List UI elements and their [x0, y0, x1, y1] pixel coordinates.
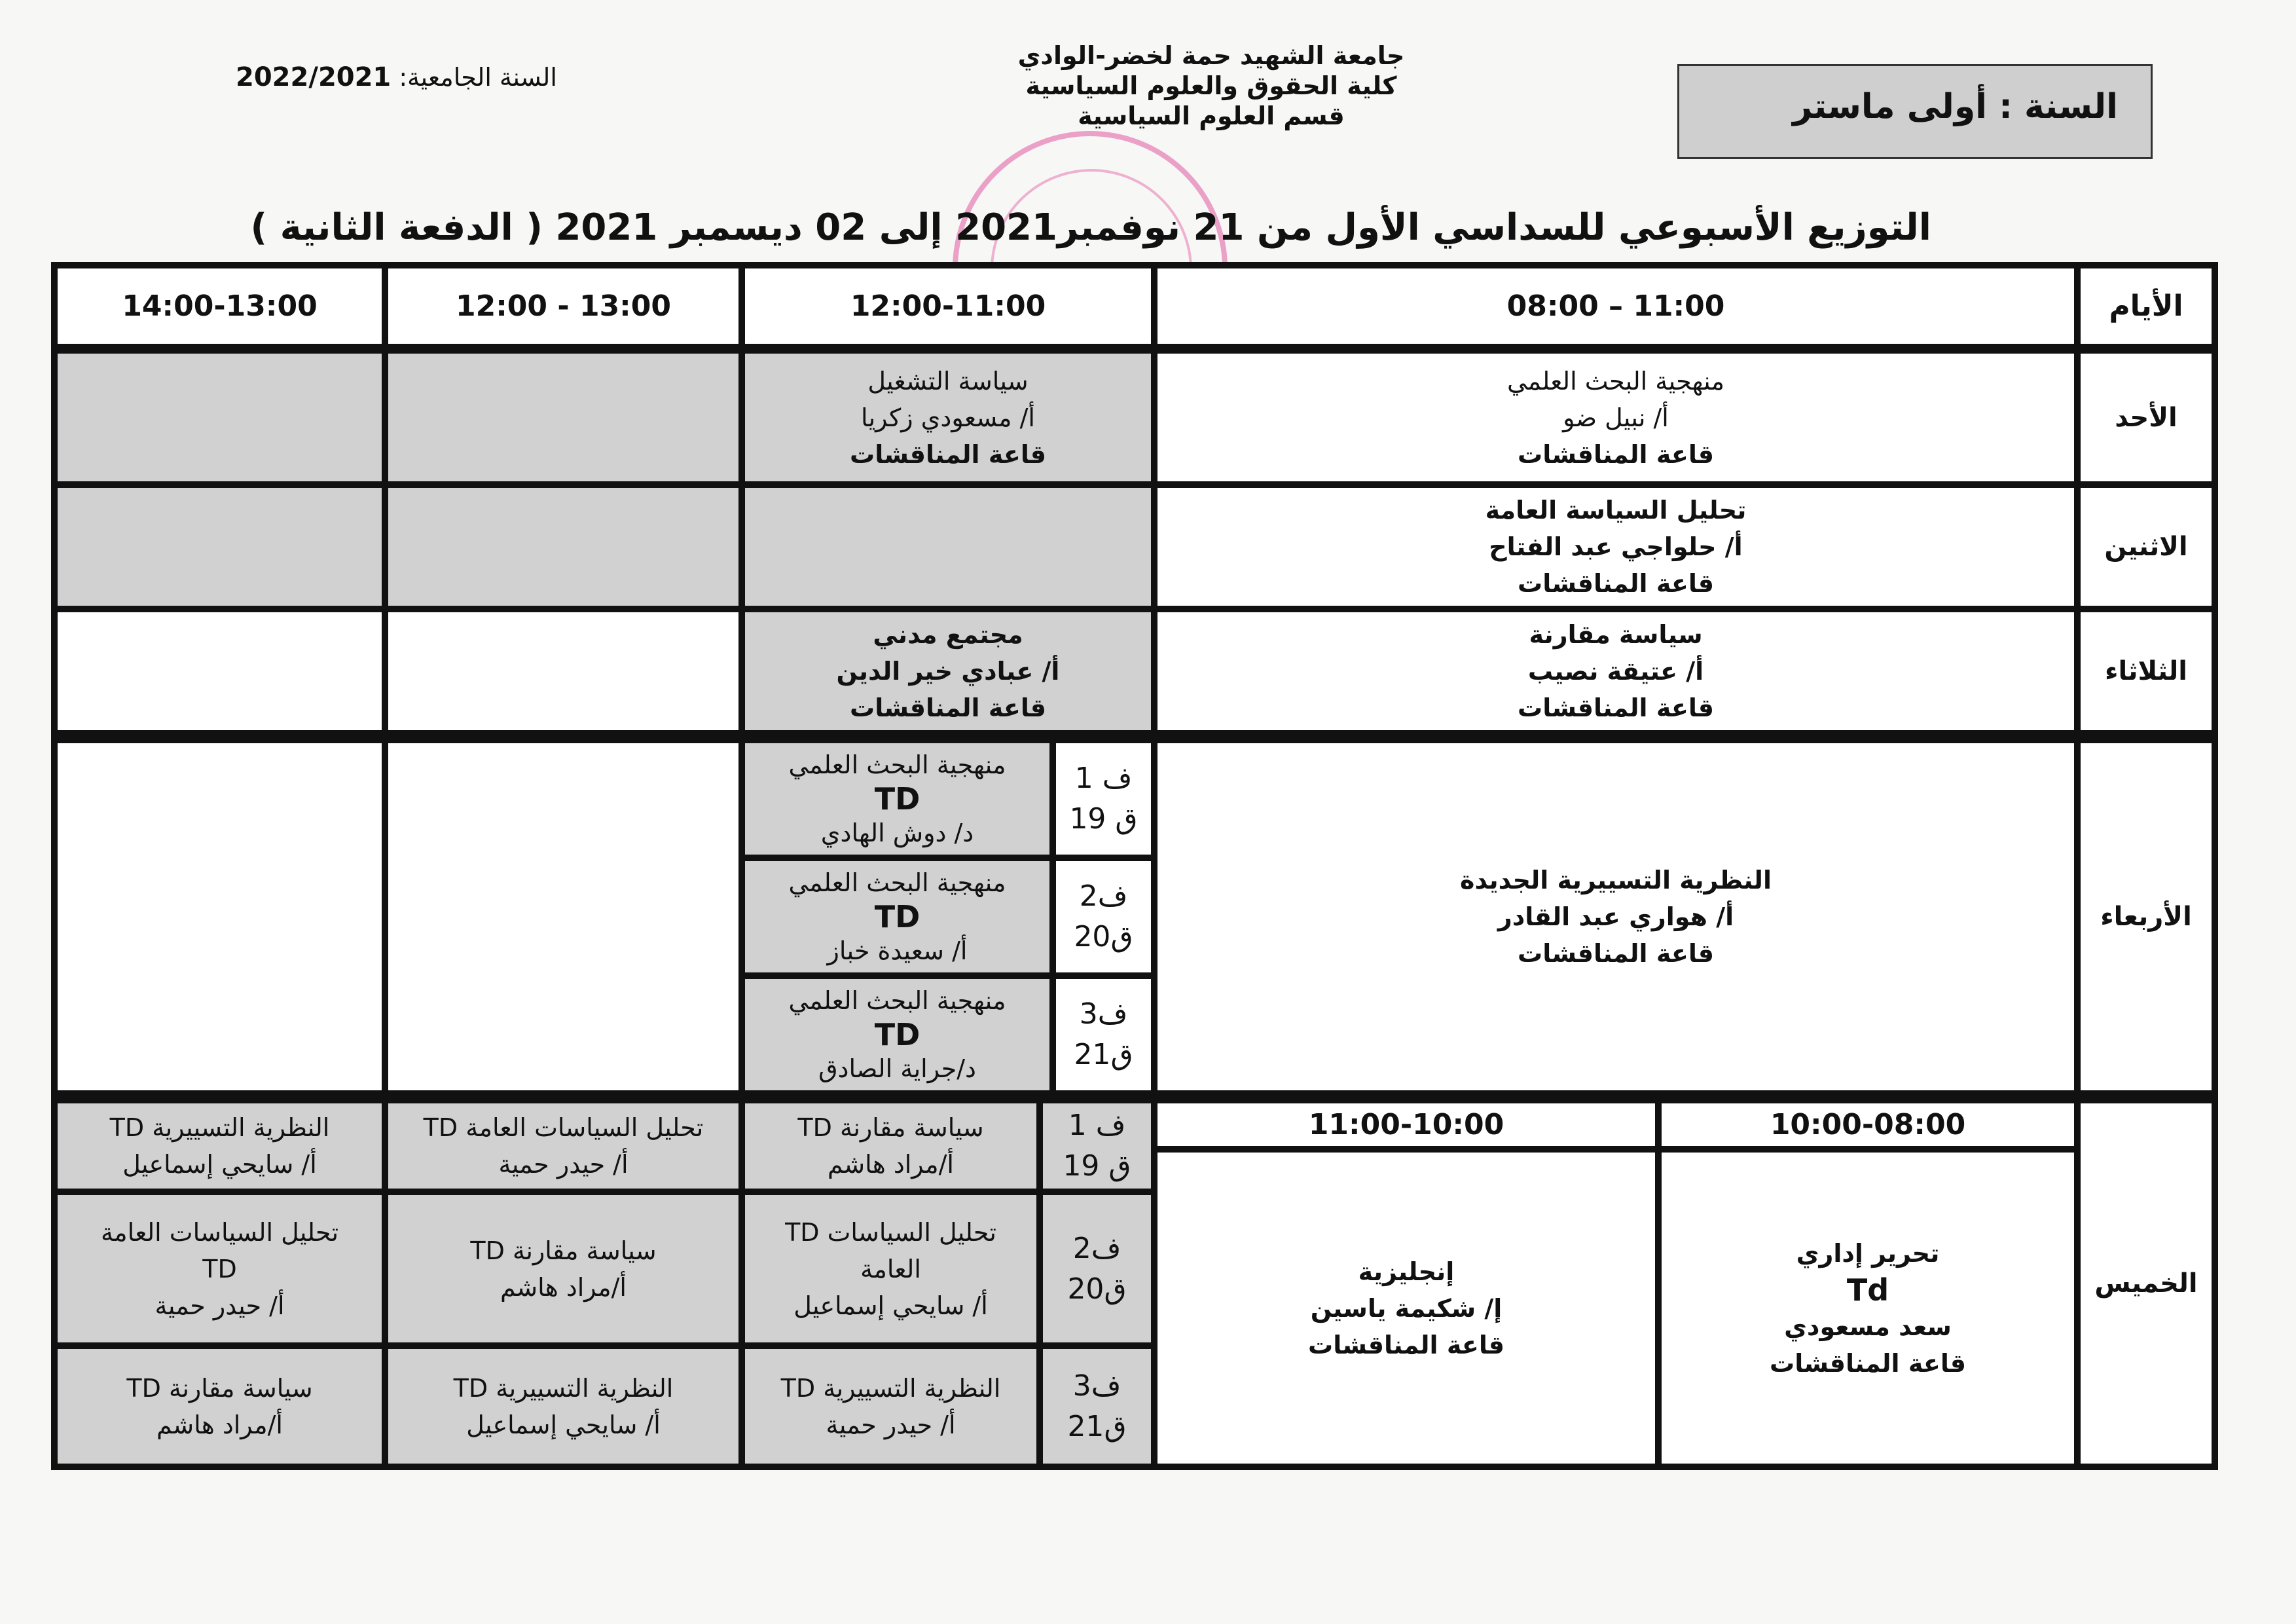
day-thursday: الخميس — [2081, 1103, 2212, 1464]
day-wednesday: الأربعاء — [2081, 743, 2212, 1090]
course-name: سياسة التشغيل — [867, 366, 1029, 396]
session-type: TD — [874, 899, 920, 934]
wednesday-group-3-label — [1056, 979, 1151, 1090]
academic-year-label: السنة الجامعية: — [399, 63, 557, 92]
thursday-group-3-slot-4 — [58, 1349, 382, 1464]
session-type: Td — [1846, 1272, 1889, 1308]
room-name: قاعة المناقشات — [1518, 939, 1714, 968]
monday-slot-3 — [388, 488, 738, 606]
room-name: قاعة المناقشات — [1770, 1348, 1966, 1378]
course-name: تحليل السياسة العامة — [1485, 496, 1747, 525]
thursday-group-2-slot-3 — [388, 1195, 738, 1342]
teacher-name: أ/ عبادي خير الدين — [836, 657, 1060, 686]
sunday-slot-1 — [1157, 354, 2074, 481]
teacher-name: أ/ سايحي إسماعيل — [122, 1150, 317, 1179]
teacher-name: أ/ مسعودي زكريا — [861, 403, 1035, 432]
sunday-slot-3 — [388, 354, 738, 481]
thursday-group-1-label — [1043, 1103, 1151, 1189]
room-number: ق21 — [1067, 1409, 1127, 1443]
header-slot-4: 14:00-13:00 — [58, 268, 382, 344]
room-name: قاعة المناقشات — [1518, 569, 1714, 598]
tuesday-slot-4 — [58, 612, 382, 730]
room-name: قاعة المناقشات — [1308, 1330, 1504, 1359]
tuesday-slot-1 — [1157, 612, 2074, 730]
thursday-group-3-slot-3 — [388, 1349, 738, 1464]
sunday-slot-4 — [58, 354, 382, 481]
wednesday-slot-1 — [1157, 743, 2074, 1090]
wednesday-group-3-slot-2 — [745, 979, 1049, 1090]
teacher-name: أ/ نبيل ضو — [1563, 403, 1669, 432]
header-days: الأيام — [2081, 268, 2212, 344]
room-number: ق20 — [1074, 920, 1133, 953]
university-header — [851, 41, 1571, 131]
wednesday-group-2-slot-2 — [745, 861, 1049, 972]
schedule-title: التوزيع الأسبوعي للسداسي الأول من 21 نوفمبر2021 إلى 02 ديسمبر 2021 ( الدفعة الثانية ) — [250, 206, 1931, 249]
course-name: النظرية التسييرية TD — [453, 1373, 674, 1403]
thursday-group-2-label — [1043, 1195, 1151, 1342]
course-name: منهجية البحث العلمي — [788, 868, 1006, 897]
teacher-name: أ/ حيدر حمية — [155, 1291, 285, 1320]
thursday-group-1-slot-3 — [388, 1103, 738, 1189]
thursday-group-3-slot-2 — [745, 1349, 1036, 1464]
sunday-slot-2 — [745, 354, 1151, 481]
day-monday: الاثنين — [2081, 488, 2212, 606]
course-name: تحليل السياسات العامة TD — [423, 1113, 704, 1142]
header-slot-1: 11:00 – 08:00 — [1157, 268, 2074, 344]
room-name: قاعة المناقشات — [1518, 693, 1714, 722]
teacher-name: أ/ حلواجي عبد الفتاح — [1489, 532, 1743, 561]
room-name: قاعة المناقشات — [1518, 439, 1714, 469]
thursday-subslot-1-time: 10:00-08:00 — [1662, 1103, 2074, 1146]
course-name: النظرية التسييرية الجديدة — [1460, 866, 1772, 895]
course-name: سياسة مقارنة TD — [126, 1373, 313, 1403]
faculty-name: كلية الحقوق والعلوم السياسية — [1025, 71, 1397, 100]
teacher-name: أ/ حيدر حمية — [826, 1410, 956, 1439]
header-slot-2: 12:00-11:00 — [745, 268, 1151, 344]
academic-year — [236, 62, 557, 92]
course-name: سياسة مقارنة TD — [470, 1236, 657, 1265]
tuesday-slot-3 — [388, 612, 738, 730]
thursday-subslot-2-time: 11:00-10:00 — [1157, 1103, 1655, 1146]
thursday-group-1-slot-4 — [58, 1103, 382, 1189]
group-name: ف 1 — [1074, 762, 1133, 795]
course-name: تحليل السياسات TD — [785, 1217, 996, 1247]
course-name: سياسة مقارنة — [1529, 620, 1703, 649]
course-name: منهجية البحث العلمي — [788, 750, 1006, 779]
monday-slot-4 — [58, 488, 382, 606]
course-name: النظرية التسييرية TD — [780, 1373, 1001, 1403]
wednesday-group-1-label — [1056, 743, 1151, 855]
room-name: قاعة المناقشات — [850, 693, 1046, 722]
group-name: ف 1 — [1068, 1109, 1126, 1142]
course-name-continued: العامة — [860, 1254, 921, 1283]
course-name: تحرير إداري — [1796, 1238, 1940, 1268]
level-box: السنة : أولى ماستر — [1677, 64, 2153, 159]
thursday-group-3-label — [1043, 1349, 1151, 1464]
teacher-name: أ/ هواري عبد القادر — [1497, 902, 1734, 931]
thursday-group-2-slot-2 — [745, 1195, 1036, 1342]
teacher-name: أ/ سعيدة خباز — [827, 936, 968, 965]
teacher-name: د/جراية الصادق — [818, 1054, 976, 1083]
teacher-name: د/ دوش الهادي — [820, 819, 974, 847]
session-type: TD — [874, 1017, 920, 1052]
wednesday-group-1-slot-2 — [745, 743, 1049, 855]
wednesday-group-2-label — [1056, 861, 1151, 972]
session-type: TD — [202, 1254, 237, 1283]
university-name: جامعة الشهيد حمة لخضر-الوادي — [1017, 41, 1405, 70]
teacher-name: سعد مسعودي — [1784, 1312, 1952, 1341]
teacher-name: إ/ شكيمة ياسين — [1310, 1293, 1503, 1323]
day-sunday: الأحد — [2081, 354, 2212, 481]
room-number: ق 19 — [1069, 802, 1138, 836]
teacher-name: أ/ سايحي إسماعيل — [793, 1291, 988, 1320]
teacher-name: أ/مراد هاشم — [156, 1410, 283, 1439]
course-name: منهجية البحث العلمي — [1507, 366, 1724, 396]
course-name: سياسة مقارنة TD — [797, 1113, 984, 1142]
teacher-name: أ/مراد هاشم — [828, 1150, 954, 1179]
course-name: تحليل السياسات العامة — [100, 1217, 339, 1247]
monday-slot-1 — [1157, 488, 2074, 606]
course-name: مجتمع مدني — [873, 620, 1023, 649]
teacher-name: أ/ حيدر حمية — [498, 1150, 629, 1179]
thursday-group-2-slot-4 — [58, 1195, 382, 1342]
room-number: ق 19 — [1063, 1149, 1131, 1183]
header-slot-3: 13:00 - 12:00 — [388, 268, 738, 344]
thursday-subslot-2 — [1157, 1153, 1655, 1464]
room-name: قاعة المناقشات — [850, 439, 1046, 469]
wednesday-slot-3 — [388, 743, 738, 1090]
room-number: ق20 — [1067, 1272, 1127, 1306]
course-name: النظرية التسييرية TD — [109, 1113, 330, 1142]
monday-slot-2 — [745, 488, 1151, 606]
group-name: ف3 — [1072, 1369, 1121, 1403]
timetable-grid — [51, 262, 2218, 1470]
tuesday-slot-2 — [745, 612, 1151, 730]
course-name: إنجليزية — [1358, 1257, 1455, 1286]
course-name: منهجية البحث العلمي — [788, 986, 1006, 1015]
wednesday-slot-4 — [58, 743, 382, 1090]
day-tuesday: الثلاثاء — [2081, 612, 2212, 730]
group-name: ف3 — [1079, 997, 1128, 1031]
teacher-name: أ/ سايحي إسماعيل — [466, 1410, 661, 1439]
teacher-name: أ/مراد هاشم — [500, 1272, 627, 1302]
thursday-subslot-1 — [1662, 1153, 2074, 1464]
room-number: ق21 — [1074, 1038, 1133, 1071]
thursday-group-1-slot-2 — [745, 1103, 1036, 1189]
teacher-name: أ/ عتيقة نصيب — [1527, 657, 1704, 686]
academic-year-value: 2022/2021 — [236, 62, 392, 92]
department-name: قسم العلوم السياسية — [1078, 101, 1345, 130]
session-type: TD — [874, 781, 920, 817]
group-name: ف2 — [1072, 1231, 1121, 1265]
group-name: ف2 — [1079, 879, 1128, 913]
